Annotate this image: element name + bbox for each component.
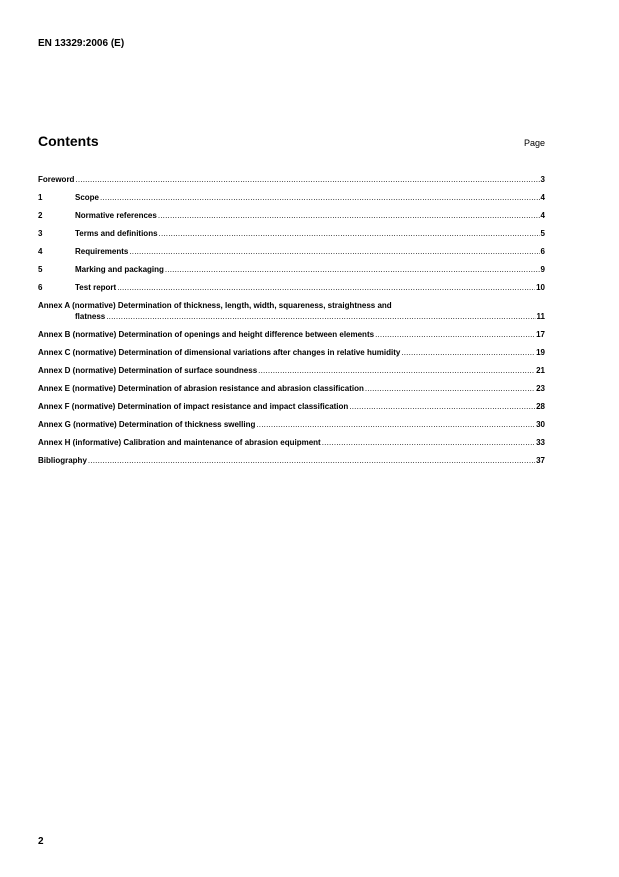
toc-title: Marking and packaging xyxy=(75,265,164,274)
toc-page: 30 xyxy=(536,420,545,429)
toc-page: 19 xyxy=(536,348,545,357)
toc-title: Annex E (normative) Determination of abrasion resistance and abrasion classification xyxy=(38,384,364,393)
toc-page: 10 xyxy=(536,283,545,292)
toc-title: Annex D (normative) Determination of surface soundness xyxy=(38,366,258,375)
toc-page: 21 xyxy=(536,366,545,375)
toc-page: 17 xyxy=(536,330,545,339)
toc-entry-annex-h[interactable] xyxy=(38,437,545,455)
dot-leader xyxy=(88,455,535,466)
toc-page: 5 xyxy=(540,229,545,238)
toc-title: Bibliography xyxy=(38,456,87,465)
toc-title: Annex H (informative) Calibration and maintenance of abrasion equipment xyxy=(38,438,321,447)
toc-number: 3 xyxy=(38,229,43,238)
dot-leader xyxy=(401,347,535,358)
dot-leader xyxy=(349,401,535,412)
toc-title: Annex A (normative) Determination of thickness, length, width, squareness, straightness and xyxy=(38,301,392,310)
toc-entry-annex-a[interactable] xyxy=(38,300,545,329)
dot-leader xyxy=(365,383,535,394)
page-number: 2 xyxy=(38,836,44,847)
dot-leader xyxy=(256,419,535,430)
toc-page: 3 xyxy=(540,175,545,184)
toc-entry-bibliography[interactable] xyxy=(38,455,545,473)
toc-number: 1 xyxy=(38,193,43,202)
toc-entry-marking-packaging[interactable] xyxy=(38,264,545,282)
toc-entry-foreword[interactable] xyxy=(38,174,545,192)
table-of-contents xyxy=(38,174,545,473)
dot-leader xyxy=(258,365,535,376)
toc-title: Annex B (normative) Determination of openings and height difference between elements xyxy=(38,330,375,339)
page-column-label: Page xyxy=(523,138,545,148)
toc-entry-annex-f[interactable] xyxy=(38,401,545,419)
toc-entry-annex-b[interactable] xyxy=(38,329,545,347)
toc-page: 33 xyxy=(536,438,545,447)
dot-leader xyxy=(375,329,535,340)
dot-leader xyxy=(75,174,539,185)
toc-page: 28 xyxy=(536,402,545,411)
toc-page: 11 xyxy=(536,312,545,321)
toc-entry-annex-d[interactable] xyxy=(38,365,545,383)
dot-leader xyxy=(106,311,535,322)
dot-leader xyxy=(159,228,540,239)
dot-leader xyxy=(129,246,539,257)
toc-entry-terms-definitions[interactable] xyxy=(38,228,545,246)
toc-number: 2 xyxy=(38,211,43,220)
toc-entry-test-report[interactable] xyxy=(38,282,545,300)
toc-title: Annex F (normative) Determination of impact resistance and impact classification xyxy=(38,402,349,411)
toc-number: 4 xyxy=(38,247,43,256)
toc-title: Requirements xyxy=(75,247,129,256)
toc-title: Terms and definitions xyxy=(75,229,158,238)
toc-page: 9 xyxy=(540,265,545,274)
dot-leader xyxy=(165,264,540,275)
dot-leader xyxy=(117,282,535,293)
toc-page: 6 xyxy=(540,247,545,256)
toc-page: 4 xyxy=(540,193,545,202)
toc-entry-normative-references[interactable] xyxy=(38,210,545,228)
toc-title: Scope xyxy=(75,193,100,202)
toc-number: 6 xyxy=(38,283,43,292)
toc-entry-annex-e[interactable] xyxy=(38,383,545,401)
toc-page: 23 xyxy=(536,384,545,393)
toc-title-continued: flatness xyxy=(75,312,106,321)
toc-title: Test report xyxy=(75,283,117,292)
toc-page: 37 xyxy=(536,456,545,465)
dot-leader xyxy=(158,210,540,221)
dot-leader xyxy=(322,437,535,448)
document-header: EN 13329:2006 (E) xyxy=(38,38,125,49)
toc-title: Annex G (normative) Determination of thickness swelling xyxy=(38,420,256,429)
toc-entry-requirements[interactable] xyxy=(38,246,545,264)
toc-entry-annex-g[interactable] xyxy=(38,419,545,437)
dot-leader xyxy=(100,192,540,203)
toc-entry-annex-c[interactable] xyxy=(38,347,545,365)
contents-title: Contents xyxy=(38,133,99,149)
toc-page: 4 xyxy=(540,211,545,220)
toc-number: 5 xyxy=(38,265,43,274)
toc-title: Foreword xyxy=(38,175,75,184)
toc-title: Annex C (normative) Determination of dimensional variations after changes in relative humidity xyxy=(38,348,401,357)
toc-entry-scope[interactable] xyxy=(38,192,545,210)
toc-title: Normative references xyxy=(75,211,157,220)
